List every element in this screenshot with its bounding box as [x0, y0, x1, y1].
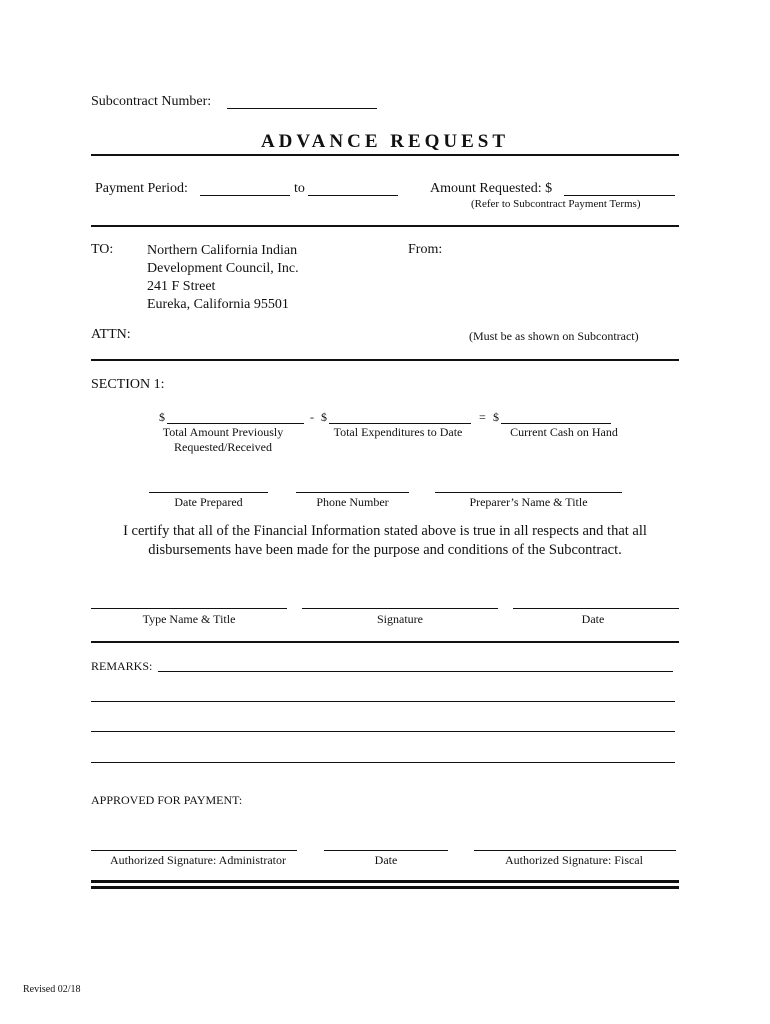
admin-signature-line[interactable] — [91, 850, 297, 851]
attn-label: ATTN: — [91, 327, 131, 342]
total-previous-line[interactable] — [167, 423, 304, 424]
approved-label: APPROVED FOR PAYMENT: — [91, 793, 243, 807]
amount-requested-note: (Refer to Subcontract Payment Terms) — [471, 198, 641, 210]
phone-number-caption: Phone Number — [316, 495, 389, 509]
section-1-heading: SECTION 1: — [91, 377, 165, 392]
expenditures-line[interactable] — [329, 423, 471, 424]
date-prepared-line[interactable] — [149, 492, 268, 493]
minus-sign: - — [310, 410, 314, 424]
payment-period-end-line[interactable] — [308, 195, 398, 196]
remarks-line[interactable] — [91, 762, 675, 763]
preparer-caption: Preparer’s Name & Title — [469, 495, 588, 509]
fiscal-signature-line[interactable] — [474, 850, 676, 851]
signature-caption: Signature — [377, 612, 423, 626]
subcontract-number-label: Subcontract Number: — [91, 94, 212, 109]
total-previous-caption — [148, 425, 298, 455]
amount-requested-label: Amount Requested: $ — [430, 181, 553, 196]
page-title: ADVANCE REQUEST — [260, 131, 510, 152]
certification-line: disbursements have been made for the purpose and conditions of the Subcontract. — [148, 542, 622, 558]
payment-period-start-line[interactable] — [200, 195, 290, 196]
preparer-line[interactable] — [435, 492, 622, 493]
address-line: 241 F Street — [147, 279, 216, 294]
payment-period-to: to — [294, 181, 305, 196]
from-label: From: — [408, 242, 443, 257]
double-rule-top — [91, 880, 679, 883]
total-previous-prefix: $ — [159, 410, 165, 424]
payment-period-label: Payment Period: — [95, 181, 188, 196]
expenditures-prefix: $ — [321, 410, 327, 424]
phone-number-line[interactable] — [296, 492, 409, 493]
date-caption: Date — [581, 612, 605, 626]
address-line: Northern California Indian — [147, 243, 298, 258]
cash-on-hand-caption: Current Cash on Hand — [510, 425, 618, 439]
divider — [91, 154, 679, 156]
to-address — [147, 242, 299, 314]
divider — [91, 225, 679, 227]
remarks-line[interactable] — [158, 671, 673, 672]
fiscal-signature-caption: Authorized Signature: Fiscal — [505, 853, 643, 867]
caption-line: Requested/Received — [174, 440, 272, 454]
from-note: (Must be as shown on Subcontract) — [469, 329, 639, 343]
certification-line: I certify that all of the Financial Information stated above is true in all respects and that all — [123, 523, 647, 539]
equals-sign: = — [479, 410, 486, 424]
double-rule-bottom — [91, 886, 679, 889]
address-line: Development Council, Inc. — [147, 261, 299, 276]
type-name-caption: Type Name & Title — [142, 612, 236, 626]
divider — [91, 359, 679, 361]
expenditures-caption: Total Expenditures to Date — [333, 425, 463, 439]
remarks-line[interactable] — [91, 701, 675, 702]
revision-note: Revised 02/18 — [23, 984, 81, 995]
to-label: TO: — [91, 242, 114, 257]
cash-on-hand-prefix: $ — [493, 410, 499, 424]
date-prepared-caption: Date Prepared — [174, 495, 243, 509]
date-line[interactable] — [513, 608, 679, 609]
subcontract-number-line[interactable] — [227, 108, 377, 109]
certification-text — [0, 522, 770, 560]
divider — [91, 641, 679, 643]
admin-signature-caption: Authorized Signature: Administrator — [110, 853, 286, 867]
signature-line[interactable] — [302, 608, 498, 609]
remarks-label: REMARKS: — [91, 659, 153, 673]
address-line: Eureka, California 95501 — [147, 297, 289, 312]
approval-date-caption: Date — [374, 853, 398, 867]
caption-line: Total Amount Previously — [162, 425, 284, 439]
type-name-line[interactable] — [91, 608, 287, 609]
amount-requested-line[interactable] — [564, 195, 675, 196]
approval-date-line[interactable] — [324, 850, 448, 851]
remarks-line[interactable] — [91, 731, 675, 732]
cash-on-hand-line[interactable] — [501, 423, 611, 424]
